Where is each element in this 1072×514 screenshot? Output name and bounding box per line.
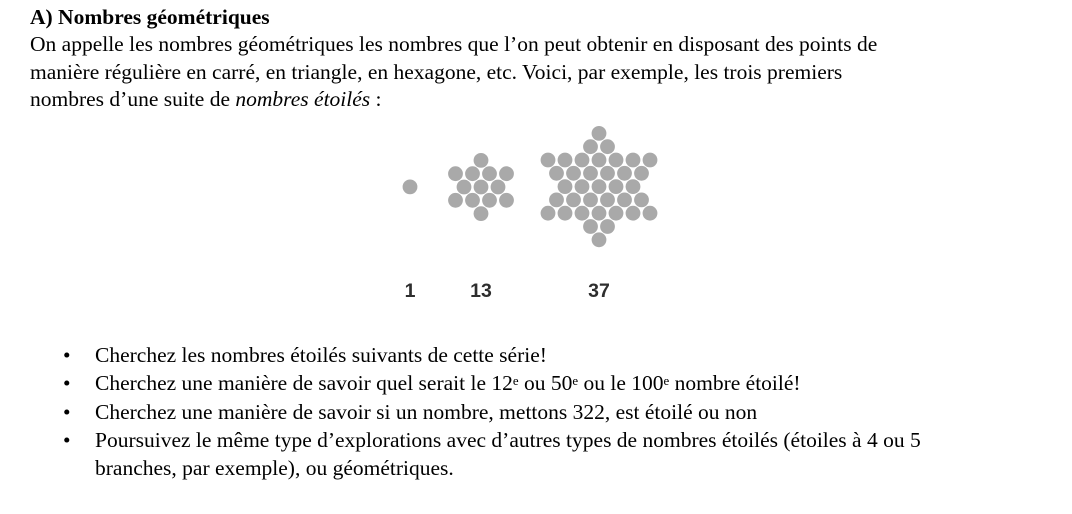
task-list [30,341,921,482]
dot [558,205,573,220]
dot [583,165,598,180]
star-count-label: 13 [470,280,492,302]
dot [583,192,598,207]
dot [600,192,615,207]
star-count-label: 1 [404,280,416,302]
dot [592,179,607,194]
list-item-line [95,369,921,397]
dot [626,179,641,194]
list-item-line [95,454,921,482]
bullet-icon: • [63,371,71,396]
dot [575,152,590,167]
text-segment: branches, par exemple), ou géométriques. [95,456,454,481]
dot [600,219,615,234]
dot [549,192,564,207]
text-segment: e [572,373,579,388]
text-segment: e [663,373,670,388]
dot [609,205,624,220]
dot [491,179,506,194]
dot [600,139,615,154]
dot [592,152,607,167]
dot [403,179,418,194]
dot [592,232,607,247]
dot [482,166,497,181]
dot [457,179,472,194]
bullet-icon: • [63,343,71,367]
list-item-line [95,341,921,369]
text-segment: nombres d’une suite de [30,87,236,112]
dot [499,166,514,181]
dot [448,166,463,181]
dot [499,192,514,207]
text-segment: Poursuivez le même type d’explorations avec d’autres types de nombres étoilés (étoiles à 4 ou 5 [95,427,921,452]
text-segment: On appelle les nombres géométriques les nombres que l’on peut obtenir en disposant des points de [30,32,878,57]
dot [617,165,632,180]
list-item [30,398,921,426]
section-title: A) Nombres géométriques [30,5,270,29]
dot [465,166,480,181]
text-segment: nombre étoilé! [669,371,801,396]
dot [583,219,598,234]
dot [634,192,649,207]
dot [592,126,607,141]
bullet-icon: • [63,399,71,424]
dot [583,139,598,154]
text-segment: ou 50 [518,371,573,396]
dot [609,152,624,167]
dot [609,179,624,194]
dot [643,205,658,220]
dot [626,205,641,220]
dot [575,179,590,194]
bullet-icon: • [63,427,71,452]
star-pattern-13 [447,152,515,222]
dot [634,165,649,180]
list-item [30,426,921,483]
dot [600,165,615,180]
text-segment: Cherchez une manière de savoir quel serait le 12 [95,371,513,396]
dot [474,153,489,168]
dot [617,192,632,207]
dot [541,152,556,167]
list-item [30,369,921,397]
dot [465,192,480,207]
star-count-label: 37 [588,280,610,302]
dot [566,165,581,180]
list-item [30,341,921,369]
list-item-line [95,398,921,426]
dot [474,206,489,221]
dot [474,179,489,194]
dot [541,205,556,220]
dot [558,152,573,167]
dot [643,152,658,167]
dot [626,152,641,167]
text-segment: Cherchez les nombres étoilés suivants de cette série! [95,343,547,367]
text-segment: : [370,87,382,112]
text-segment: nombres étoilés [235,87,371,112]
dot [566,192,581,207]
text-segment: Cherchez une manière de savoir si un nombre, mettons 322, est étoilé ou non [95,399,758,424]
text-segment: ou le 100 [578,371,664,396]
star-pattern-37 [540,125,659,249]
dot [549,165,564,180]
text-segment: e [512,373,519,388]
dot [558,179,573,194]
dot [482,192,497,207]
dot [448,192,463,207]
star-pattern-1 [402,178,419,195]
dot [592,205,607,220]
text-segment: manière régulière en carré, en triangle, en hexagone, etc. Voici, par exemple, les trois premiers [30,59,843,84]
dot [575,205,590,220]
list-item-line [95,426,921,454]
